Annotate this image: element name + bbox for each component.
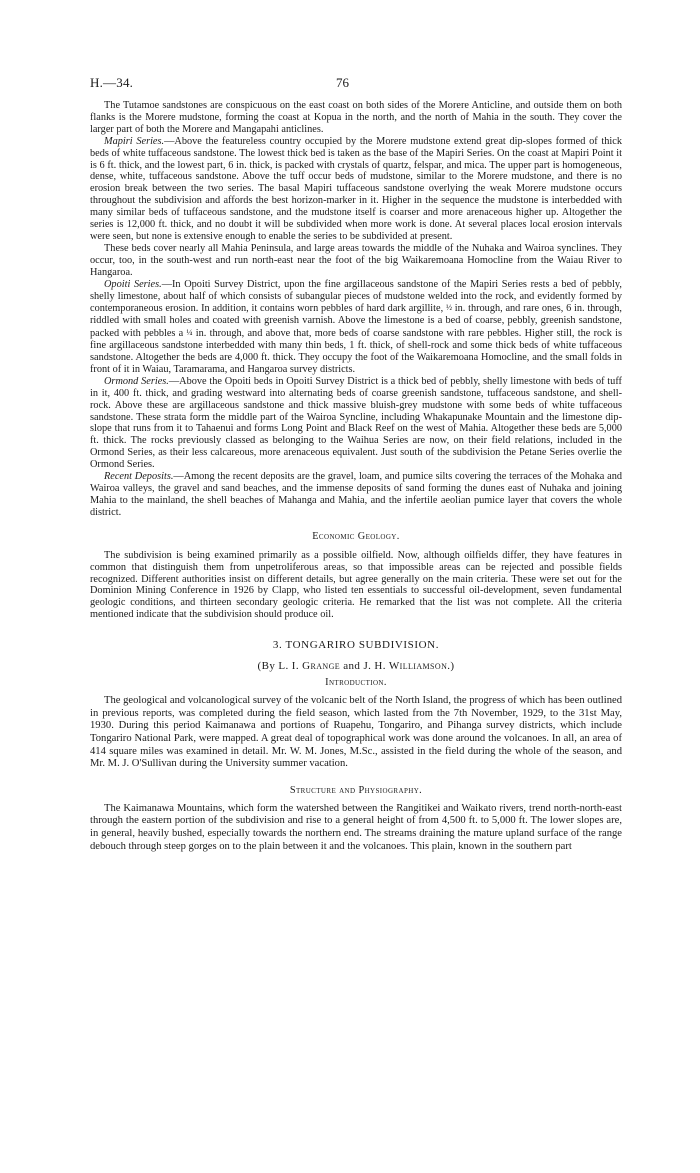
structure-heading: Structure and Physiography. <box>289 784 423 796</box>
opoiti-heading: Opoiti Series. <box>104 278 162 290</box>
report-reference: H.—34. <box>90 75 134 90</box>
economic-geology-heading: Economic Geology. <box>312 530 400 542</box>
paragraph-economic: The subdivision is being examined primarily as a possible oilfield. Now, although oilfields differ, they have features in common that distinguish them from unpetroliferous areas, so that impossible areas can be rejected and possible fields recognized. Different authorities insist on different details, but agree generally on the main criteria. These were set out for the Dominion Mining Conference in 1926 by Clapp, who listed ten essentials to successful oil-development, seven fundamental geologic conditions, and thirteen secondary geologic criteria. He remarked that the list was not complete. All the criteria mentioned indicate that the subdivision should produce oil. <box>90 549 622 621</box>
paragraph-ormond: Ormond Series.—Above the Opoiti beds in Opoiti Survey District is a thick bed of pebbly, shelly limestone with beds of tuff in it, 400 ft. thick, and grading westward into alternating beds of coarse greenish sandstone, tuffaceous sandstone, and shell-rock. Above these are argillaceous sandstone and thick massive bluish-grey mudstone with some beds of white tuffaceous sandstone. These strata form the middle part of the Wairoa Syncline, including Whakapunake Mountain and the limestone dip-slope that runs from it to Tahaenui and forms Long Point and Black Reef on the west of Mahia. Altogether these beds are 5,000 ft. thick. The rocks previously classed as belonging to the Waihua Series are now, on their field relations, included in the Ormond Series, as their less calcareous, more arenaceous equivalent. Just south of the subdivision the Petane Series overlie the Ormond Series. <box>90 375 622 471</box>
page-number: 76 <box>336 75 349 90</box>
tongariro-body <box>90 677 622 853</box>
section-title: 3. TONGARIRO SUBDIVISION. <box>272 639 440 652</box>
paragraph-tutamoe: The Tutamoe sandstones are conspicuous on the east coast on both sides of the Morere Anticline, and outside them on both flanks is the Morere mudstone, forming the coast at Kopua in the north, and the north of Mahia in the south. They cover the larger part of both the Morere and Mangapahi anticlines. <box>90 100 622 135</box>
ormond-heading: Ormond Series. <box>104 375 169 387</box>
byline: (By L. I. Grange and J. H. Williamson.) <box>257 660 455 673</box>
paragraph-recent: Recent Deposits.—Among the recent deposits are the gravel, loam, and pumice silts covering the terraces of the Mohaka and Wairoa valleys, the gravel and sand beaches, and the immense deposits of sand forming the dunes east of Nuhaka and joining Mahia to the mainland, the shell beaches of Mahanga and Mahia, and the infertile aeolian pumice layer that covers the whole district. <box>90 471 622 518</box>
author-williamson: J. H. Williamson <box>363 660 448 673</box>
paragraph-introduction: The geological and volcanological survey of the volcanic belt of the North Island, the progress of which has been outlined in previous reports, was completed during the field season, which lasted from the 7th November, 1929, to the 31st May, 1930. During this period Kaimanawa and portions of Ruapehu, Tongariro, and Pihanga survey districts, which include Tongariro National Park, were mapped. A great deal of topographical work was done around the volcanoes. In all, an area of 414 square miles was examined in detail. Mr. W. M. Jones, M.Sc., assisted in the field during the whole of the season, and Mr. M. J. O'Sullivan during the University summer vacation. <box>90 695 622 770</box>
document-page <box>90 0 622 853</box>
recent-heading: Recent Deposits. <box>104 471 174 483</box>
mapiri-heading: Mapiri Series. <box>104 135 165 147</box>
paragraph-structure: The Kaimanawa Mountains, which form the watershed between the Rangitikei and Waikato rivers, trend north-north-east through the eastern portion of the subdivision and rise to a general height of from 4,500 ft. to 5,000 ft. The lower slopes are, in general, heavily bushed, especially towards the northern end. The streams draining the mature upland surface of the range debouch through steep gorges on to the plain between it and the volcanoes. This plain, known in the southern part <box>90 802 622 852</box>
introduction-heading: Introduction. <box>325 677 387 689</box>
paragraph-mahia: These beds cover nearly all Mahia Peninsula, and large areas towards the middle of the Nuhaka and Wairoa synclines. They occur, too, in the south-west and run north-east near the foot of the big Waikaremoana Homocline from the Waiau River to Hangaroa. <box>90 242 622 278</box>
paragraph-opoiti: Opoiti Series.—In Opoiti Survey District, upon the fine argillaceous sandstone of the Mapiri Series rests a bed of pebbly, shelly limestone, about half of which consists of subangular pieces of mudstone welded into the rock, and evidently formed by contemporaneous erosion. In addition, it contains worn pebbles of hard dark argillite, ½ in. through, and rare ones, 6 in. through, riddled with small holes and coated with greenish varnish. Above the limestone is a bed of coarse, pebbly, greenish sandstone, packed with pebbles a ¼ in. through, and above that, more beds of coarse sandstone with rare pebbles. Higher still, the rock is fine argillaceous sandstone interbedded with many thin beds, 1 ft. thick, of shell-rock and some thick beds of white tuffaceous sandstone. Altogether the beds are 4,000 ft. thick. They occupy the foot of the Waikaremoana Homocline, and the small folds in front of it in Waiau, Taramarama, and Hangaroa survey districts. <box>90 278 622 375</box>
author-grange: L. I. Grange <box>278 660 341 673</box>
paragraph-mapiri: Mapiri Series.—Above the featureless country occupied by the Morere mudstone extend great dip-slopes formed of thick beds of white tuffaceous sandstone. The lowest thick bed is taken as the base of the Mapiri Series. On the coast at Mapiri Point it is 6 ft. thick, and the lowest part, 6 in. thick, is packed with crystals of quartz, felspar, and mica. The upper part is homogeneous, dense, white, tuffaceous sandstone. Above the tuff occur beds of mudstone, similar to the Morere mudstone, and there is no erosion break between the two series. The basal Mapiri tuffaceous sandstone overlying the weak Morere mudstone occurs throughout the subdivision and affords the best horizon-marker in it. Higher in the sequence the mudstone is interbedded with many similar beds of tuffaceous sandstone, and the mudstone itself is coarser and more arenaceous higher up. Altogether the series is 12,000 ft. thick, and no doubt it will be subdivided when more work is done. At several places local erosion intervals were seen, but none is extensive enough to enable the series to be subdivided at present. <box>90 135 622 242</box>
page-header <box>90 0 622 100</box>
